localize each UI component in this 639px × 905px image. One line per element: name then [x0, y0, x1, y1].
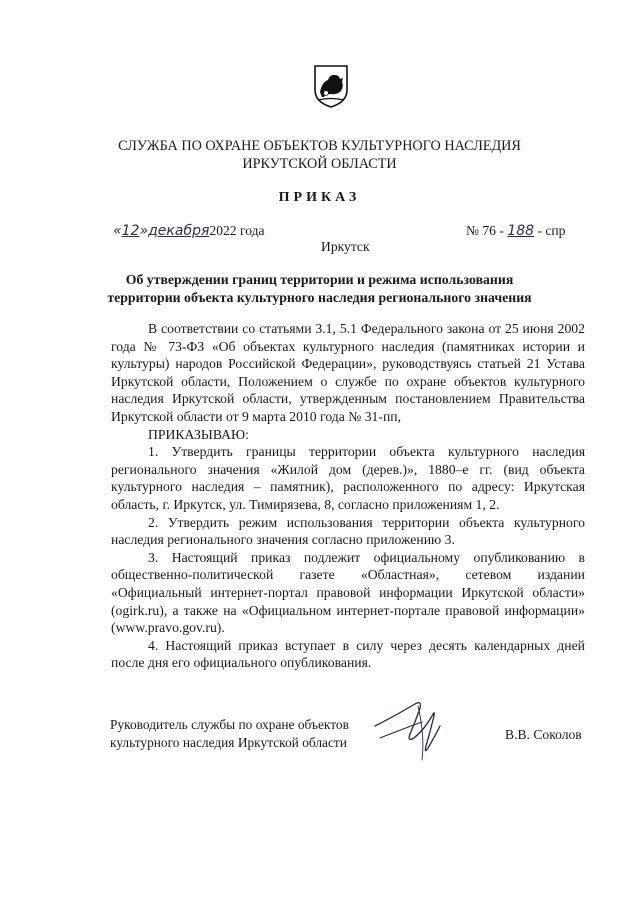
item-3: 3. Настоящий приказ подлежит официальному опубликованию в общественно-политической газете «Областная», сетевом издании «Официальный интернет-портал правовой информации Иркутской области» (ogirk.ru), а также на «Официальном интернет-портале правовой информации» (www.pravo.gov.ru).: [111, 549, 585, 636]
item-1: 1. Утвердить границы территории объекта культурного наследия регионального значения «Жилой дом (дерев.)», 1880–е гг. (вид объекта культурного наследия – памятник), расположенного по адресу: Иркутская область, г. Иркутск, ул. Тимирязева, 8, согласно приложениям 1, 2.: [111, 444, 585, 512]
order-number-prefix: № 76 -: [466, 223, 504, 238]
order-number-value: 188: [507, 223, 535, 239]
order-body: [111, 320, 585, 672]
item-2: 2. Утвердить режим использования территории объекта культурного наследия регионального значения согласно приложению 3.: [111, 514, 585, 548]
order-date: [113, 222, 265, 241]
item-4: 4. Настоящий приказ вступает в силу через десять календарных дней после дня его официального опубликования.: [111, 637, 585, 671]
signatory-name: В.В. Соколов: [505, 727, 582, 742]
coat-of-arms-icon: [313, 64, 349, 108]
preamble-paragraph: В соответствии со статьями 3.1, 5.1 Федерального закона от 25 июня 2002 года № 73-ФЗ «Об объектах культурного наследия (памятниках истории и культуры) народов Российской Федерации», руководствуясь статьей 21 Устава Иркутской области, Положением о службе по охране объектов культурного наследия Иркутской области, утвержденным постановлением Правительства Иркутской области от 9 марта 2010 года № 31-пп,: [111, 321, 585, 424]
date-year: 2022 года: [209, 223, 265, 238]
order-title: ПРИКАЗ: [278, 190, 361, 205]
date-close-quote: »: [139, 223, 149, 239]
date-day: 12: [121, 223, 140, 239]
date-open-quote: «: [113, 223, 122, 239]
order-word: ПРИКАЗЫВАЮ:: [148, 426, 249, 442]
order-number-suffix: - спр: [537, 223, 566, 238]
document-title-line-1: Об утверждении границ территории и режима использования: [125, 272, 514, 287]
order-city: Иркутск: [321, 239, 370, 254]
signatory-position-line-1: Руководитель службы по охране объектов: [110, 717, 349, 732]
agency-name-line-1: СЛУЖБА ПО ОХРАНЕ ОБЪЕКТОВ КУЛЬТУРНОГО НАСЛЕДИЯ: [118, 138, 521, 154]
handwritten-signature: [370, 686, 450, 766]
signatory-position: [110, 716, 349, 752]
document-title-line-2: территории объекта культурного наследия регионального значения: [107, 290, 532, 305]
date-month: декабря: [148, 223, 210, 239]
signatory-position-line-2: культурного наследия Иркутской области: [110, 735, 347, 750]
agency-name-line-2: ИРКУТСКОЙ ОБЛАСТИ: [242, 156, 397, 172]
order-number: [466, 222, 565, 241]
